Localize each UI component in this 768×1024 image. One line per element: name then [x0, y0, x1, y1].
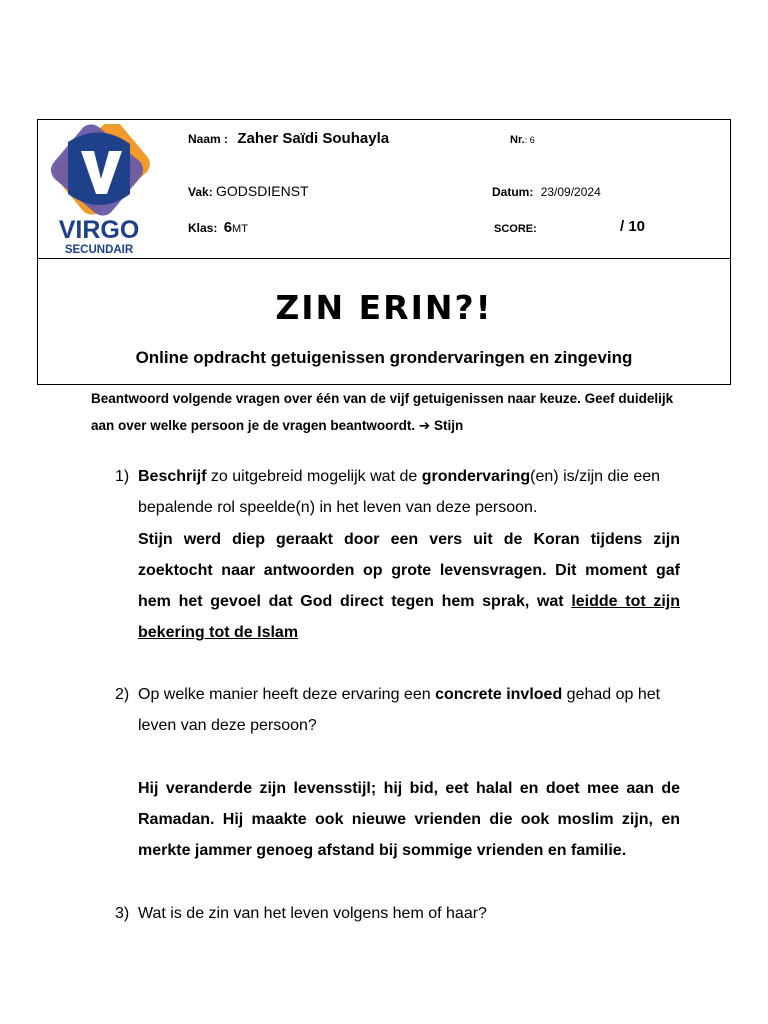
datum-value: 23/09/2024 [540, 185, 601, 199]
vak-label: Vak: [188, 185, 213, 199]
question-text-part: gehad op het leven van deze persoon? [138, 686, 661, 735]
page-title: ZIN ERIN?! [275, 288, 493, 327]
question-keyword: grondervaring [421, 468, 531, 485]
instructions-line-2 [91, 412, 721, 439]
nr-value: : 6 [524, 135, 535, 145]
score-total: / 10 [620, 218, 646, 235]
answer-underlined-text: leidde tot zijn bekering tot de Islam [138, 593, 681, 642]
question-1 [115, 461, 680, 649]
score-label: SCORE: [494, 223, 537, 235]
instructions-line-1: Beantwoord volgende vragen over één van de vijf getuigenissen naar keuze. Geef duidelijk [91, 391, 674, 406]
question-text-part: (en) is/zijn die een bepalende rol speelde(n) in het leven van deze persoon. [138, 468, 661, 517]
question-number: 3) [115, 905, 130, 922]
datum-label: Datum: [492, 185, 534, 199]
question-2 [115, 679, 680, 866]
answer-text: Stijn werd diep geraakt door een vers uit de Koran tijdens zijn zoektocht naar antwoorden op grote levensvragen. Dit moment gaf hem het gevoel dat God direct tegen hem sprak, wat [138, 530, 680, 611]
question-number: 1) [115, 468, 130, 485]
instructions [91, 385, 721, 439]
question-keyword: concrete invloed [435, 686, 563, 703]
question-text [138, 679, 680, 742]
name-label: Naam : [188, 132, 229, 146]
question-3 [115, 898, 680, 929]
score-value [620, 218, 645, 235]
chosen-person: Stijn [433, 418, 464, 433]
arrow-icon: ➔ [418, 418, 431, 433]
logo-subtitle: SECUNDAIR [64, 244, 134, 256]
score-field [494, 221, 537, 235]
question-text-part: Op welke manier heeft deze ervaring een [138, 686, 436, 703]
answer-2: Hij veranderde zijn levensstijl; hij bid, eet halal en doet mee aan de Ramadan. Hij maakte ook nieuwe vrienden die ook moslim zijn, en merkte jammer genoeg afstand bij sommige vrienden en familie. [138, 779, 680, 860]
name-value: Zaher Saïdi Souhayla [237, 130, 390, 147]
header-divider [38, 258, 730, 259]
datum-field [492, 185, 601, 199]
nr-label: Nr. [510, 134, 525, 146]
question-text [138, 461, 680, 524]
instructions-text: aan over welke persoon je de vragen beantwoordt. [91, 418, 416, 433]
question-number: 2) [115, 686, 130, 703]
name-field [188, 130, 389, 147]
klas-number: 6 [223, 219, 233, 236]
question-text: Wat is de zin van het leven volgens hem of haar? [138, 905, 487, 922]
worksheet-header [37, 119, 731, 385]
answer-1 [138, 524, 680, 649]
logo-wordmark: VIRGO [58, 216, 140, 244]
question-text-part: zo uitgebreid mogelijk wat de [206, 468, 422, 485]
vak-value: GODSDIENST [216, 183, 309, 199]
virgo-secundair-logo [46, 124, 158, 256]
vak-field [188, 183, 309, 199]
page-subtitle: Online opdracht getuigenissen grondervaringen en zingeving [135, 348, 633, 367]
nr-field [510, 132, 535, 146]
question-keyword: Beschrijf [138, 468, 207, 485]
klas-field [188, 219, 248, 236]
klas-suffix: MT [232, 223, 248, 235]
klas-label: Klas: [188, 221, 218, 235]
